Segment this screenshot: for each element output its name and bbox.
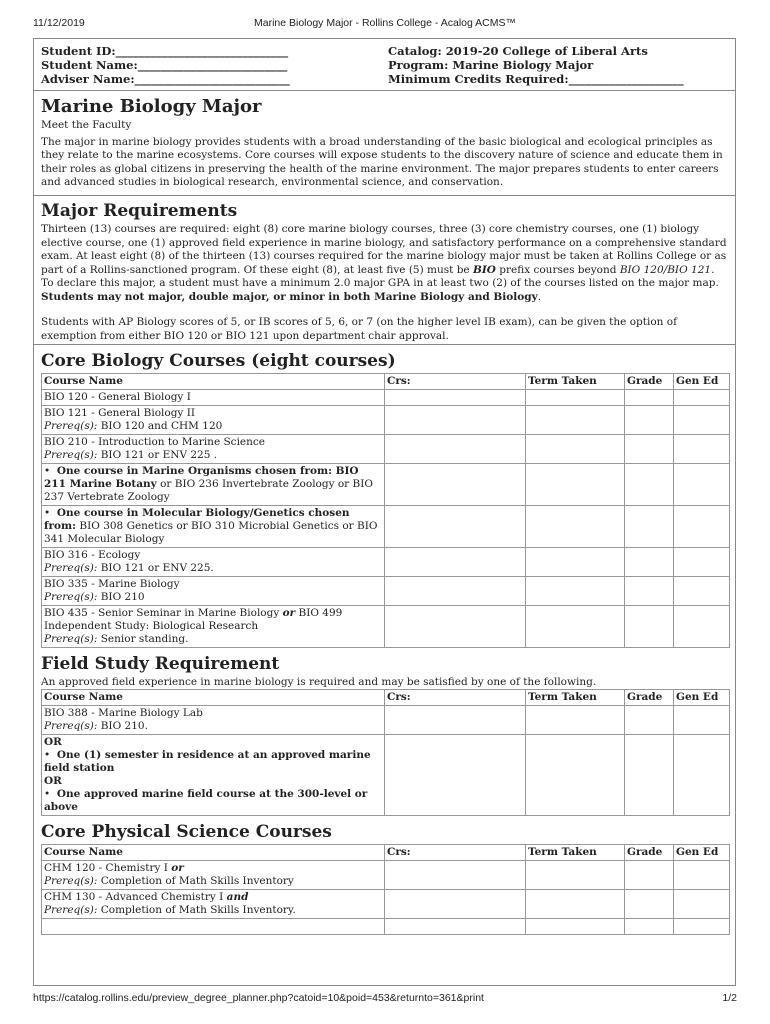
core-biology-section [34,345,735,648]
meet-faculty-link[interactable]: Meet the Faculty [41,119,132,131]
table-row: BIO 316 - Ecology Prereq(s): BIO 121 or ENV 225. [42,548,730,577]
requirements-title: Major Requirements [41,201,238,221]
course-link[interactable]: BIO 210 - Introduction to Marine Science [44,436,265,448]
col-grade: Grade [625,374,674,390]
ap-exemption-text: Students with AP Biology scores of 5, or IB scores of 5, 6, or 7 (on the higher level IB exam), can be given the option of exemption from either BIO 120 or BIO 121 upon department chair approval. [41,316,677,342]
core-biology-title: Core Biology Courses (eight courses) [41,351,396,371]
field-study-note: An approved field experience in marine biology is required and may be satisfied by one of the following. [41,676,597,688]
catalog-label: Catalog: 2019-20 College of Liberal Arts [388,44,648,58]
table-row: BIO 210 - Introduction to Marine Science Prereq(s): BIO 121 or ENV 225 . [42,435,730,464]
adviser-name-field: Adviser Name:___________________________ [41,72,290,86]
course-link[interactable]: BIO 120 - General Biology I [42,390,385,406]
physical-science-section [34,816,735,935]
col-gened: Gen Ed [674,374,730,390]
table-row: CHM 120 - Chemistry I or Prereq(s): Completion of Math Skills Inventory [42,861,730,890]
table-row [42,919,730,935]
student-id-field: Student ID:______________________________ [41,44,289,58]
print-title: Marine Biology Major - Rollins College - Acalog ACMS™ [253,17,517,29]
physical-science-title: Core Physical Science Courses [41,822,332,842]
min-credits-field: Minimum Credits Required:____________________ [388,72,684,86]
student-info-block [34,39,735,91]
table-row: • One course in Molecular Biology/Genetics chosen from: BIO 308 Genetics or BIO 310 Microbial Genetics or BIO 341 Molecular Biology [42,506,730,548]
print-url: https://catalog.rollins.edu/preview_degree_planner.php?catoid=10&poid=453&returnto=361&print [33,992,484,1004]
table-row: • One course in Marine Organisms chosen from: BIO 211 Marine Botany or BIO 236 Invertebrate Zoology or BIO 237 Vertebrate Zoology [42,464,730,506]
course-link[interactable]: BIO 435 - Senior Seminar in Marine Biology or BIO 499 Independent Study: Biological Research [44,607,343,632]
course-link[interactable]: CHM 120 - Chemistry I or [44,862,184,874]
course-link[interactable]: BIO 316 - Ecology [44,549,141,561]
col-course-name: Course Name [42,374,385,390]
col-term: Term Taken [526,374,625,390]
table-row: BIO 388 - Marine Biology Lab Prereq(s): BIO 210. [42,706,730,735]
program-label: Program: Marine Biology Major [388,58,594,72]
core-biology-table [41,373,730,648]
student-name-field: Student Name:__________________________ [41,58,288,72]
course-link[interactable]: BIO 388 - Marine Biology Lab [44,707,203,719]
table-row: OR • One (1) semester in residence at an approved marine field station OR • One approved marine field course at the 300-level or above [42,735,730,816]
col-credits: Crs: [385,374,526,390]
major-requirements-section [34,196,735,345]
table-row: CHM 130 - Advanced Chemistry I and Prereq(s): Completion of Math Skills Inventory. [42,890,730,919]
field-study-section [34,648,735,816]
table-header-row: Course Name Crs: Term Taken Grade Gen Ed [42,690,730,706]
field-study-title: Field Study Requirement [41,654,280,674]
degree-planner-page [33,38,736,986]
requirements-text: Thirteen (13) courses are required: eight (8) core marine biology courses, three (3) core chemistry courses, one (1) biology elective course, one (1) approved field experience in marine biology, and satisfactory performance on a comprehensive standard exam. At least eight (8) of the thirteen (13) courses required for the marine biology major must be taken at Rollins College or as part of a Rollins-sanctioned program. Of these eight (8), at least five (5) must be BIO prefix courses beyond BIO 120/BIO 121. To declare this major, a student must have a minimum 2.0 major GPA in at least two (2) of the courses listed on the major map. Students may not major, double major, or minor in both Marine Biology and Biology. [41,223,727,303]
course-link[interactable]: CHM 130 - Advanced Chemistry I and [44,891,249,903]
course-link[interactable]: BIO 335 - Marine Biology [44,578,180,590]
field-study-table [41,689,730,816]
physical-science-table [41,844,730,935]
print-date: 11/12/2019 [33,17,85,29]
page-title: Marine Biology Major [41,96,262,117]
print-footer [0,992,770,1006]
course-link[interactable]: BIO 121 - General Biology II [44,407,195,419]
intro-text: The major in marine biology provides students with a broad understanding of the basic biological and ecological principles as they relate to the marine ecosystems. Core courses will expose students to the discovery nature of science and educate them in their roles as global citizens in preserving the health of the marine environment. The major prepares students to enter careers and advanced studies in biological research, environmental science, and conservation. [41,135,723,188]
table-row: BIO 121 - General Biology II Prereq(s): BIO 120 and CHM 120 [42,406,730,435]
page-number: 1/2 [722,992,737,1004]
intro-section [34,91,735,196]
table-row: BIO 335 - Marine Biology Prereq(s): BIO 210 [42,577,730,606]
table-header-row [42,374,730,390]
table-header-row: Course Name Crs: Term Taken Grade Gen Ed [42,845,730,861]
table-row [42,390,730,406]
table-row: BIO 435 - Senior Seminar in Marine Biology or BIO 499 Independent Study: Biological Research Prereq(s): Senior standing. [42,606,730,648]
print-header [0,8,770,29]
